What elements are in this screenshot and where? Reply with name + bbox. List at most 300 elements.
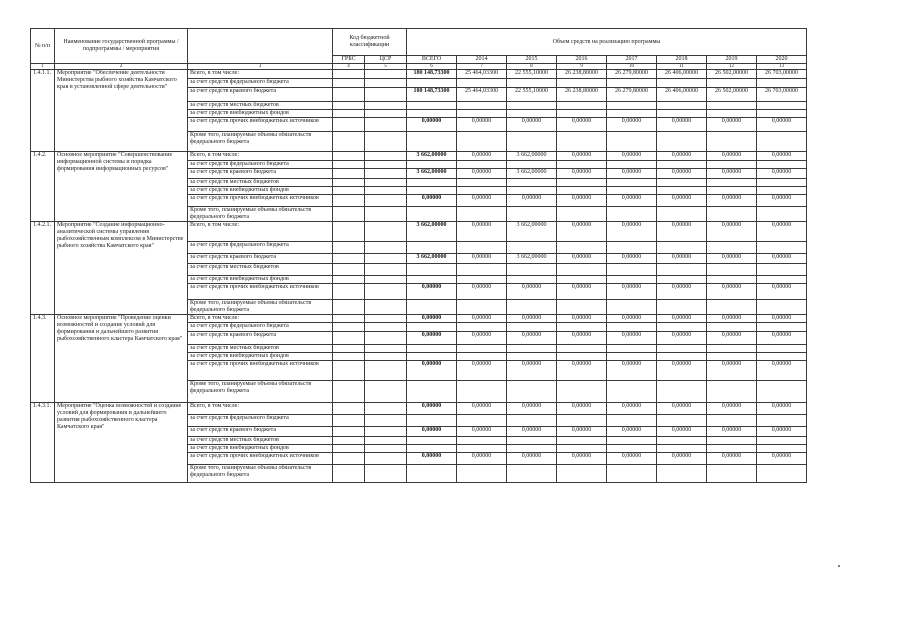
header-year: 2017 <box>607 56 657 64</box>
year-value-cell <box>757 300 807 315</box>
year-value-cell <box>557 264 607 276</box>
funding-source: за счет средств местных бюджетов <box>188 179 333 187</box>
year-value-cell <box>757 465 807 483</box>
csr-cell <box>365 415 407 427</box>
year-value-cell <box>457 353 507 361</box>
year-value-cell <box>707 132 757 152</box>
csr-cell <box>365 445 407 453</box>
year-value-cell <box>757 345 807 353</box>
year-value-cell <box>607 345 657 353</box>
year-value-cell: 0,00000 <box>457 332 507 345</box>
year-value-cell: 0,00000 <box>507 403 557 415</box>
csr-cell <box>365 403 407 415</box>
year-value-cell: 26 238,80000 <box>557 88 607 102</box>
total-value-cell <box>407 179 457 187</box>
year-value-cell <box>457 79 507 88</box>
header-csr: ЦСР <box>365 56 407 64</box>
year-value-cell: 26 279,80000 <box>607 88 657 102</box>
year-value-cell: 0,00000 <box>757 254 807 264</box>
year-value-cell <box>507 415 557 427</box>
year-value-cell <box>707 161 757 169</box>
year-value-cell: 0,00000 <box>757 332 807 345</box>
year-value-cell: 0,00000 <box>657 284 707 300</box>
measure-name: Мероприятие "Создание информационно-аналитической системы управления рыбохозяйственным комплексом в Министерстве рыбного хозяйства Камчатского края" <box>55 222 188 315</box>
budget-program-table <box>30 28 807 483</box>
year-value-cell <box>457 445 507 453</box>
csr-cell <box>365 152 407 161</box>
year-value-cell: 0,00000 <box>707 118 757 132</box>
year-value-cell: 0,00000 <box>457 361 507 381</box>
csr-cell <box>365 118 407 132</box>
funding-source: Кроме того, планируемые объемы обязательств федерального бюджета <box>188 381 333 403</box>
header-total: ВСЕГО <box>407 56 457 64</box>
year-value-cell: 0,00000 <box>707 453 757 465</box>
csr-cell <box>365 179 407 187</box>
year-value-cell: 0,00000 <box>507 361 557 381</box>
year-value-cell <box>557 437 607 445</box>
csr-cell <box>365 353 407 361</box>
year-value-cell <box>707 465 757 483</box>
year-value-cell <box>707 102 757 110</box>
csr-cell <box>365 284 407 300</box>
header-year: 2016 <box>557 56 607 64</box>
total-value-cell <box>407 132 457 152</box>
funding-source: за счет средств внебюджетных фондов <box>188 110 333 118</box>
year-value-cell: 0,00000 <box>457 118 507 132</box>
year-value-cell: 0,00000 <box>707 403 757 415</box>
csr-cell <box>365 187 407 195</box>
column-number: 8 <box>507 64 557 70</box>
year-value-cell <box>557 179 607 187</box>
year-value-cell: 0,00000 <box>707 195 757 207</box>
total-value-cell <box>407 381 457 403</box>
year-value-cell <box>757 381 807 403</box>
year-value-cell <box>657 187 707 195</box>
total-value-cell <box>407 102 457 110</box>
year-value-cell: 0,00000 <box>707 315 757 323</box>
year-value-cell <box>607 187 657 195</box>
year-value-cell <box>557 465 607 483</box>
year-value-cell <box>507 102 557 110</box>
total-value-cell <box>407 110 457 118</box>
csr-cell <box>365 300 407 315</box>
year-value-cell <box>607 445 657 453</box>
funding-source: за счет средств местных бюджетов <box>188 102 333 110</box>
year-value-cell <box>507 207 557 222</box>
year-value-cell: 0,00000 <box>557 195 607 207</box>
year-value-cell <box>757 353 807 361</box>
funding-source: за счет средств краевого бюджета <box>188 427 333 437</box>
year-value-cell <box>657 465 707 483</box>
column-number: 5 <box>365 64 407 70</box>
csr-cell <box>365 242 407 254</box>
year-value-cell <box>457 207 507 222</box>
year-value-cell: 0,00000 <box>457 152 507 161</box>
funding-source: за счет средств краевого бюджета <box>188 169 333 179</box>
csr-cell <box>365 381 407 403</box>
year-value-cell <box>607 207 657 222</box>
total-value-cell <box>407 353 457 361</box>
year-value-cell: 0,00000 <box>707 152 757 161</box>
table-body <box>31 29 807 483</box>
year-value-cell <box>557 415 607 427</box>
csr-cell <box>365 88 407 102</box>
total-value-cell <box>407 345 457 353</box>
year-value-cell <box>607 132 657 152</box>
year-value-cell <box>507 300 557 315</box>
funding-source: за счет средств прочих внебюджетных источников <box>188 453 333 465</box>
year-value-cell <box>707 445 757 453</box>
year-value-cell <box>507 276 557 284</box>
year-value-cell: 0,00000 <box>507 427 557 437</box>
year-value-cell: 0,00000 <box>757 152 807 161</box>
funding-source: за счет средств местных бюджетов <box>188 264 333 276</box>
table-row <box>31 152 807 161</box>
year-value-cell: 0,00000 <box>507 315 557 323</box>
year-value-cell <box>457 437 507 445</box>
year-value-cell <box>507 437 557 445</box>
grbs-cell <box>333 195 365 207</box>
header-grbs: ГРБС <box>333 56 365 64</box>
year-value-cell <box>757 207 807 222</box>
year-value-cell: 0,00000 <box>457 315 507 323</box>
year-value-cell <box>607 415 657 427</box>
year-value-cell <box>707 110 757 118</box>
total-value-cell: 180 148,73300 <box>407 70 457 79</box>
year-value-cell <box>657 323 707 332</box>
year-value-cell <box>657 415 707 427</box>
csr-cell <box>365 345 407 353</box>
csr-cell <box>365 465 407 483</box>
grbs-cell <box>333 276 365 284</box>
year-value-cell: 3 662,00000 <box>507 222 557 242</box>
year-value-cell <box>707 345 757 353</box>
funding-source: за счет средств внебюджетных фондов <box>188 187 333 195</box>
csr-cell <box>365 102 407 110</box>
funding-source: Кроме того, планируемые объемы обязательств федерального бюджета <box>188 207 333 222</box>
year-value-cell: 0,00000 <box>457 169 507 179</box>
year-value-cell <box>607 381 657 403</box>
grbs-cell <box>333 437 365 445</box>
funding-source: за счет средств федерального бюджета <box>188 242 333 254</box>
grbs-cell <box>333 361 365 381</box>
year-value-cell <box>507 179 557 187</box>
year-value-cell <box>657 345 707 353</box>
column-number: 6 <box>407 64 457 70</box>
csr-cell <box>365 276 407 284</box>
year-value-cell <box>757 437 807 445</box>
year-value-cell <box>457 465 507 483</box>
table-row <box>31 403 807 415</box>
grbs-cell <box>333 345 365 353</box>
year-value-cell <box>457 300 507 315</box>
grbs-cell <box>333 300 365 315</box>
total-value-cell <box>407 264 457 276</box>
row-number: 1.4.2.1. <box>31 222 55 315</box>
year-value-cell: 26 406,00000 <box>657 70 707 79</box>
year-value-cell <box>507 445 557 453</box>
year-value-cell: 26 406,00000 <box>657 88 707 102</box>
funding-source: за счет средств внебюджетных фондов <box>188 353 333 361</box>
csr-cell <box>365 264 407 276</box>
year-value-cell <box>557 187 607 195</box>
header-name: Наименование государственной программы / подпрограммы / мероприятия <box>55 29 188 64</box>
year-value-cell <box>607 300 657 315</box>
funding-source: Кроме того, планируемые объемы обязательств федерального бюджета <box>188 132 333 152</box>
grbs-cell <box>333 323 365 332</box>
csr-cell <box>365 361 407 381</box>
year-value-cell: 0,00000 <box>557 427 607 437</box>
year-value-cell <box>757 323 807 332</box>
year-value-cell <box>607 179 657 187</box>
year-value-cell: 0,00000 <box>757 403 807 415</box>
year-value-cell <box>757 79 807 88</box>
year-value-cell <box>657 102 707 110</box>
year-value-cell <box>507 79 557 88</box>
grbs-cell <box>333 264 365 276</box>
year-value-cell: 0,00000 <box>707 284 757 300</box>
year-value-cell: 0,00000 <box>657 332 707 345</box>
funding-source: за счет средств федерального бюджета <box>188 79 333 88</box>
year-value-cell: 26 502,00000 <box>707 70 757 79</box>
year-value-cell <box>507 242 557 254</box>
funding-source: за счет средств прочих внебюджетных источников <box>188 118 333 132</box>
year-value-cell <box>457 276 507 284</box>
year-value-cell: 0,00000 <box>457 195 507 207</box>
funding-source: за счет средств местных бюджетов <box>188 437 333 445</box>
year-value-cell <box>757 102 807 110</box>
year-value-cell <box>707 381 757 403</box>
grbs-cell <box>333 332 365 345</box>
grbs-cell <box>333 353 365 361</box>
total-value-cell <box>407 445 457 453</box>
year-value-cell <box>557 161 607 169</box>
year-value-cell <box>457 345 507 353</box>
csr-cell <box>365 132 407 152</box>
year-value-cell: 0,00000 <box>557 315 607 323</box>
total-value-cell <box>407 465 457 483</box>
column-number: 10 <box>607 64 657 70</box>
funding-source: Всего, в том числе: <box>188 315 333 323</box>
year-value-cell: 0,00000 <box>507 118 557 132</box>
year-value-cell <box>607 323 657 332</box>
year-value-cell <box>457 102 507 110</box>
year-value-cell: 0,00000 <box>557 361 607 381</box>
year-value-cell: 0,00000 <box>557 403 607 415</box>
year-value-cell <box>707 276 757 284</box>
funding-source: за счет средств внебюджетных фондов <box>188 445 333 453</box>
year-value-cell: 0,00000 <box>707 332 757 345</box>
year-value-cell <box>557 323 607 332</box>
year-value-cell <box>507 381 557 403</box>
year-value-cell: 0,00000 <box>657 453 707 465</box>
column-number: 13 <box>757 64 807 70</box>
year-value-cell: 0,00000 <box>657 403 707 415</box>
year-value-cell <box>557 381 607 403</box>
year-value-cell: 0,00000 <box>657 315 707 323</box>
csr-cell <box>365 70 407 79</box>
csr-cell <box>365 315 407 323</box>
header-year: 2014 <box>457 56 507 64</box>
year-value-cell: 0,00000 <box>757 284 807 300</box>
year-value-cell: 0,00000 <box>507 453 557 465</box>
grbs-cell <box>333 179 365 187</box>
year-value-cell <box>757 276 807 284</box>
grbs-cell <box>333 254 365 264</box>
csr-cell <box>365 437 407 445</box>
total-value-cell <box>407 242 457 254</box>
funding-source: за счет средств федерального бюджета <box>188 415 333 427</box>
header-year: 2018 <box>657 56 707 64</box>
total-value-cell: 0,00000 <box>407 332 457 345</box>
total-value-cell <box>407 187 457 195</box>
table-row <box>31 315 807 323</box>
year-value-cell: 0,00000 <box>607 403 657 415</box>
year-value-cell: 0,00000 <box>657 361 707 381</box>
year-value-cell: 0,00000 <box>607 152 657 161</box>
year-value-cell <box>707 437 757 445</box>
year-value-cell <box>507 264 557 276</box>
funding-source: за счет средств федерального бюджета <box>188 323 333 332</box>
year-value-cell: 0,00000 <box>507 332 557 345</box>
row-number: 1.4.1.1. <box>31 70 55 152</box>
total-value-cell <box>407 437 457 445</box>
year-value-cell <box>757 187 807 195</box>
year-value-cell: 0,00000 <box>757 195 807 207</box>
funding-source: за счет средств прочих внебюджетных источников <box>188 361 333 381</box>
year-value-cell <box>707 300 757 315</box>
year-value-cell: 26 279,80000 <box>607 70 657 79</box>
year-value-cell <box>657 381 707 403</box>
scan-speck <box>838 565 840 567</box>
total-value-cell: 180 148,73300 <box>407 88 457 102</box>
year-value-cell <box>757 445 807 453</box>
year-value-cell <box>507 353 557 361</box>
row-number: 1.4.3. <box>31 315 55 403</box>
grbs-cell <box>333 132 365 152</box>
year-value-cell: 0,00000 <box>607 453 657 465</box>
year-value-cell: 0,00000 <box>457 222 507 242</box>
csr-cell <box>365 207 407 222</box>
total-value-cell: 0,00000 <box>407 453 457 465</box>
year-value-cell: 0,00000 <box>607 315 657 323</box>
year-value-cell: 22 555,10000 <box>507 88 557 102</box>
grbs-cell <box>333 427 365 437</box>
year-value-cell: 0,00000 <box>757 453 807 465</box>
funding-source: за счет средств прочих внебюджетных источников <box>188 284 333 300</box>
year-value-cell <box>457 161 507 169</box>
grbs-cell <box>333 102 365 110</box>
funding-source: Всего, в том числе: <box>188 70 333 79</box>
csr-cell <box>365 110 407 118</box>
year-value-cell: 0,00000 <box>557 332 607 345</box>
row-number: 1.4.3.1. <box>31 403 55 483</box>
year-value-cell <box>707 207 757 222</box>
year-value-cell <box>457 381 507 403</box>
csr-cell <box>365 427 407 437</box>
grbs-cell <box>333 88 365 102</box>
year-value-cell: 0,00000 <box>557 284 607 300</box>
total-value-cell: 0,00000 <box>407 427 457 437</box>
total-value-cell: 0,00000 <box>407 315 457 323</box>
year-value-cell: 0,00000 <box>757 118 807 132</box>
year-value-cell <box>657 264 707 276</box>
grbs-cell <box>333 403 365 415</box>
header-year: 2020 <box>757 56 807 64</box>
year-value-cell <box>557 345 607 353</box>
grbs-cell <box>333 152 365 161</box>
funding-source: Всего, в том числе: <box>188 152 333 161</box>
funding-source: Кроме того, планируемые объемы обязательств федерального бюджета <box>188 300 333 315</box>
total-value-cell <box>407 415 457 427</box>
year-value-cell: 0,00000 <box>557 152 607 161</box>
year-value-cell <box>607 276 657 284</box>
header-funding: Объем средств на реализацию программы <box>407 29 807 56</box>
year-value-cell <box>457 415 507 427</box>
year-value-cell: 25 464,03300 <box>457 88 507 102</box>
year-value-cell: 0,00000 <box>657 254 707 264</box>
grbs-cell <box>333 161 365 169</box>
year-value-cell <box>607 242 657 254</box>
total-value-cell <box>407 207 457 222</box>
header-row-top <box>31 29 807 56</box>
year-value-cell: 0,00000 <box>607 284 657 300</box>
year-value-cell <box>707 79 757 88</box>
year-value-cell <box>657 110 707 118</box>
year-value-cell: 0,00000 <box>657 195 707 207</box>
year-value-cell: 0,00000 <box>707 169 757 179</box>
year-value-cell: 0,00000 <box>657 427 707 437</box>
year-value-cell: 0,00000 <box>507 284 557 300</box>
year-value-cell <box>557 207 607 222</box>
year-value-cell: 0,00000 <box>757 427 807 437</box>
year-value-cell: 0,00000 <box>707 222 757 242</box>
year-value-cell: 0,00000 <box>457 453 507 465</box>
csr-cell <box>365 169 407 179</box>
grbs-cell <box>333 79 365 88</box>
year-value-cell: 0,00000 <box>607 332 657 345</box>
grbs-cell <box>333 110 365 118</box>
total-value-cell: 0,00000 <box>407 118 457 132</box>
funding-source: за счет средств краевого бюджета <box>188 332 333 345</box>
year-value-cell <box>707 323 757 332</box>
year-value-cell: 0,00000 <box>657 222 707 242</box>
total-value-cell: 0,00000 <box>407 284 457 300</box>
measure-name: Мероприятие "Обеспечение деятельности Министерства рыбного хозяйства Камчатского края в установленной сфере деятельности" <box>55 70 188 152</box>
csr-cell <box>365 161 407 169</box>
year-value-cell: 0,00000 <box>757 169 807 179</box>
year-value-cell: 0,00000 <box>607 222 657 242</box>
year-value-cell <box>657 300 707 315</box>
year-value-cell <box>557 79 607 88</box>
header-year: 2019 <box>707 56 757 64</box>
year-value-cell <box>557 102 607 110</box>
csr-cell <box>365 323 407 332</box>
year-value-cell: 0,00000 <box>657 152 707 161</box>
measure-name: Основное мероприятие "Совершенствование информационной системы и порядка формирования информационных ресурсов" <box>55 152 188 222</box>
table-row <box>31 70 807 79</box>
column-number: 2 <box>55 64 188 70</box>
grbs-cell <box>333 381 365 403</box>
measure-name: Мероприятие "Оценка возможностей и создание условий для формирования и дальнейшего развития рыбохозяйственного кластера Камчатского края" <box>55 403 188 483</box>
header-source <box>188 29 333 64</box>
total-value-cell <box>407 300 457 315</box>
csr-cell <box>365 222 407 242</box>
year-value-cell: 0,00000 <box>607 361 657 381</box>
funding-source: Кроме того, планируемые объемы обязательств федерального бюджета <box>188 465 333 483</box>
year-value-cell: 0,00000 <box>557 453 607 465</box>
year-value-cell: 0,00000 <box>557 222 607 242</box>
